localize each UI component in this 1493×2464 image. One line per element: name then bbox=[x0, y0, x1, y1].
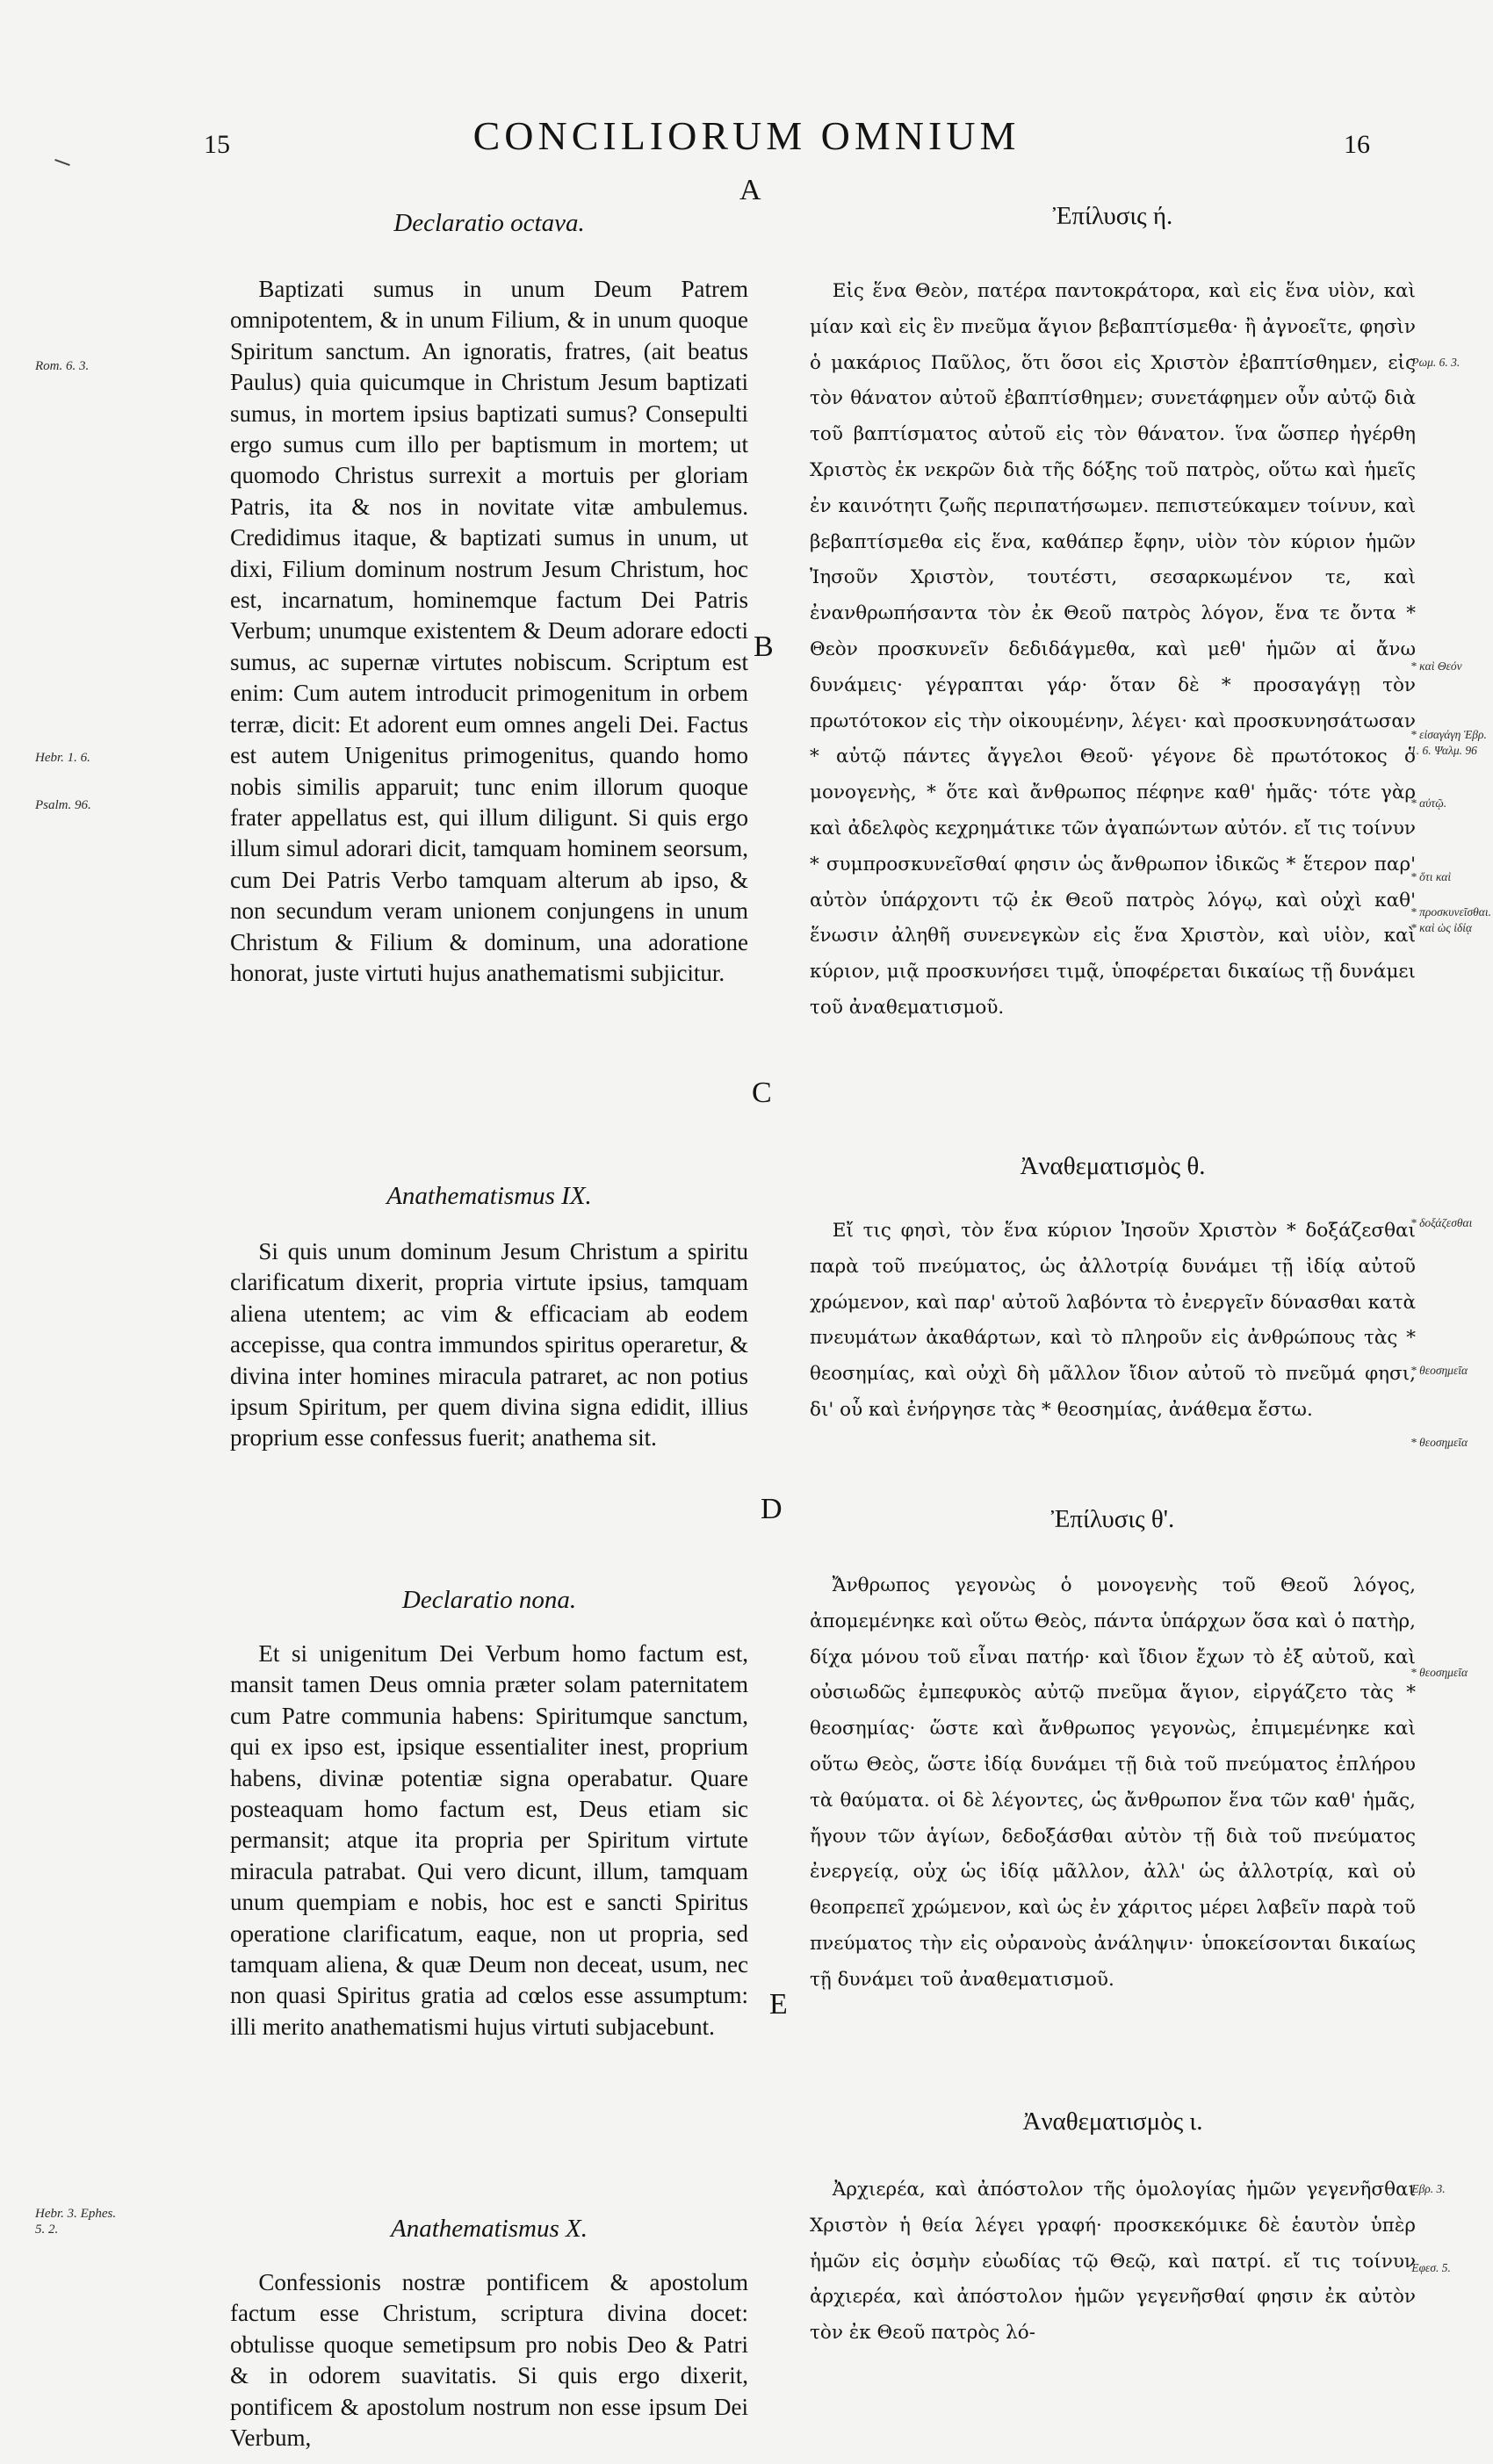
margin-note-theosemeia-3: * θεοσημεῖα bbox=[1410, 1666, 1468, 1679]
section-marker-b: B bbox=[754, 630, 774, 663]
latin-paragraph-4: Confessionis nostræ pontificem & apostolum factum esse Christum, scriptura divina docet: obtulisse quoque semetipsum pro nobis Deo & Patri & in odorem suavitatis. Si quis ergo dixerit, pontificem & apostolum nostrum non esse ipsum Dei Verbum, bbox=[230, 2269, 748, 2452]
greek-paragraph-2: Εἴ τις φησὶ, τὸν ἕνα κύριον Ἰησοῦν Χριστὸν * δοξάζεσθαι παρὰ τοῦ πνεύματος, ὡς ἀλλοτρίᾳ δυνάμει τῇ ἰδίᾳ αὐτοῦ χρώμενον, καὶ παρ' αὐτοῦ λαβόντα τὸ ἐνεργεῖν δύνασθαι κατὰ πνευμάτων ἀκαθάρτων, καὶ τὸ πληροῦν εἰς ἀνθρώπους τὰς * θεοσημίας, καὶ οὐχὶ δὴ μᾶλλον ἴδιον αὐτοῦ τὸ πνεῦμά φησι, δι' οὗ καὶ ἐνήργησε τὰς * θεοσημίας, ἀνάθεμα ἔστω. bbox=[810, 1220, 1416, 1421]
greek-heading-anathematismos-9: Ἀναθεματισμὸς θ. bbox=[1020, 1152, 1206, 1180]
greek-paragraph-1: Εἰς ἕνα Θεὸν, πατέρα παντοκράτορα, καὶ εἰς ἕνα υἱὸν, καὶ μίαν καὶ εἰς ἓν πνεῦμα ἅγιον βεβαπτίσμεθα· ἢ ἀγνοεῖτε, φησὶν ὁ μακάριος Παῦλος, ὅτι ὅσοι εἰς Χριστὸν ἐβαπτίσθημεν, εἰς τὸν θάνατον αὐτοῦ ἐβαπτίσθημεν; συνετάφημεν οὖν αὐτῷ διὰ τοῦ βαπτίσματος αὐτοῦ εἰς τὸν θάνατον. ἵνα ὥσπερ ἠγέρθη Χριστὸς ἐκ νεκρῶν διὰ τῆς δόξης τοῦ πατρὸς, οὕτω καὶ ἡμεῖς ἐν καινότητι ζωῆς περιπατήσωμεν. πεπιστεύκαμεν τοίνυν, καὶ βεβαπτίσμεθα εἰς ἕνα, καθάπερ ἔφην, υἱὸν τὸν κύριον ἡμῶν Ἰησοῦν Χριστὸν, τουτέστι, σεσαρκωμένον τε, καὶ ἐνανθρωπήσαντα τὸν ἐκ Θεοῦ πατρὸς λόγον, ἕνα τε ὄντα * Θεὸν προσκυνεῖν δεδιδάγμεθα, καὶ μεθ' ἡμῶν αἱ ἄνω δυνάμεις· γέγραπται γάρ· ὅταν δὲ * προσαγάγῃ τὸν πρωτότοκον εἰς τὴν οἰκουμένην, λέγει· καὶ προσκυνησάτωσαν * αὐτῷ πάντες ἄγγελοι Θεοῦ· γέγονε δὲ πρωτότοκος ὁ μονογενὴς, * ὅτε καὶ ἄνθρωπος πέφηνε καθ' ἡμᾶς· τότε γὰρ καὶ ἀδελφὸς κεχρημάτικε τῶν ἀγαπώντων αὐτόν. εἴ τις τοίνυν * συμπροσκυνεῖσθαί φησιν ὡς ἄνθρωπον ἰδικῶς * ἕτερον παρ' αὐτὸν ὑπάρχοντι τῷ ἐκ Θεοῦ πατρὸς λόγῳ, καὶ οὐχὶ καθ' ἕνωσιν ἀληθῆ συνενεγκὼν εἰς ἕνα Χριστὸν, καὶ υἱὸν, καὶ κύριον, μιᾷ προσκυνήσει τιμᾷ, ὑποφέρεται δικαίως τῇ δυνάμει τοῦ ἀναθεματισμοῦ. bbox=[810, 280, 1416, 1019]
latin-paragraph-2: Si quis unum dominum Jesum Christum a spiritu clarificatum dixerit, propria virtute ipsius, tamquam aliena utentem; ac vim & efficaciam ab eodem accepisse, qua contra immundos spiritus operaretur, & divina inter homines miracula patraret, ac non potius ipsum Spiritum, per quem divina signa edidit, illius proprium esse confessus fuerit; anathema sit. bbox=[230, 1238, 748, 1452]
greek-heading-anathematismos-10: Ἀναθεματισμὸς ι. bbox=[1022, 2107, 1203, 2136]
margin-note-theon: * καὶ Θεόν bbox=[1410, 659, 1462, 673]
greek-paragraph-3: Ἄνθρωπος γεγονὼς ὁ μονογενὴς τοῦ Θεοῦ λόγος, ἀπομεμένηκε καὶ οὕτω Θεὸς, πάντα ὑπάρχων ὅσα καὶ ὁ πατὴρ, δίχα μόνου τοῦ εἶναι πατήρ· καὶ ἴδιον ἔχων τὸ ἐξ αὐτοῦ, καὶ οὐσιωδῶς ἐμπεφυκὸς αὐτῷ πνεῦμα ἅγιον, εἰργάζετο τὰς * θεοσημίας· ὥστε καὶ ἄνθρωπος γεγονὼς, ἐπιμεμένηκε καὶ οὕτω Θεὸς, ὥστε ἰδίᾳ δυνάμει τῇ διὰ τοῦ πνεύματος ἐπλήρου τὰ θαύματα. οἱ δὲ λέγοντες, ὡς ἄνθρωπον ἕνα τῶν καθ' ἡμᾶς, ἤγουν τῶν ἁγίων, δεδοξάσθαι αὐτὸν τῇ διὰ τοῦ πνεύματος ἐνεργείᾳ, οὐχ ὡς ἰδίᾳ μᾶλλον, ἀλλ' ὡς ἀλλοτρίᾳ, καὶ οὐ θεοπρεπεῖ χρώμενον, καὶ ὡς ἐν χάριτος μέρει λαβεῖν παρὰ τοῦ πνεύματος τὴν εἰς οὐρανοὺς ἀνάληψιν· ὑποκείσονται δικαίως τῇ δυνάμει τοῦ ἀναθεματισμοῦ. bbox=[810, 1574, 1416, 1991]
running-title: CONCILIORUM OMNIUM bbox=[472, 113, 1021, 158]
section-marker-e: E bbox=[769, 1988, 788, 2021]
margin-note-ephes-greek: Ἐφεσ. 5. bbox=[1410, 2261, 1451, 2274]
page-number-right: 16 bbox=[1344, 130, 1370, 159]
latin-heading-declaratio-nona: Declaratio nona. bbox=[401, 1586, 577, 1614]
margin-note-hebr-1: Hebr. 1. 6. bbox=[35, 751, 90, 765]
greek-paragraph-4: Ἀρχιερέα, καὶ ἀπόστολον τῆς ὁμολογίας ἡμῶν γεγενῆσθαι Χριστὸν ἡ θεία λέγει γραφή· προσκεκόμικε δὲ ἑαυτὸν ὑπὲρ ἡμῶν εἰς ὀσμὴν εὐωδίας τῷ Θεῷ, καὶ πατρί. εἴ τις τοίνυν ἀρχιερέα, καὶ ἀπόστολον ἡμῶν γεγενῆσθαί φησιν ἐκ αὐτὸν τὸν ἐκ Θεοῦ πατρὸς λό- bbox=[810, 2179, 1416, 2345]
margin-note-auto: * αὐτῷ. bbox=[1410, 796, 1447, 810]
latin-paragraph-3: Et si unigenitum Dei Verbum homo factum est, mansit tamen Deus omnia præter solam paternitatem cum Patre communia habens: Spiritumque sanctum, qui ex ipso est, ipsique essentialiter inest, proprium habens, divinæ potentiæ signa operabatur. Quare posteaquam homo factum est, Deus etiam sic permansit; atque ita propria per Spiritum virtute miracula patrabat. Qui vero dicunt, illum, tamquam unum quempiam e nobis, hoc est e sancti Spiritus operatione clarificatum, eaque, non ut propria, sed tamquam aliena, & quæ Deum non deceat, usum, nec non quasi Spiritus gratia ad cœlos esse assumptum: illi merito anathematismi hujus virtuti subjacebunt. bbox=[230, 1640, 748, 2040]
section-marker-a: A bbox=[739, 174, 761, 206]
greek-heading-epilysis-8: Ἐπίλυσις ή. bbox=[1052, 202, 1173, 230]
latin-paragraph-1: Baptizati sumus in unum Deum Patrem omnipotentem, & in unum Filium, & in unum quoque Spiritum sanctum. An ignoratis, fratres, (ait beatus Paulus) quia quicumque in Christum Jesum baptizati sumus, in mortem ipsius baptizati sumus? Consepulti ergo sumus cum illo per baptismum in mortem; ut quomodo Christus surrexit a mortuis per gloriam Patris, ita & nos in novitate vitæ ambulemus. Credidimus itaque, & baptizati sumus in unum, ut dixi, Filium dominum nostrum Jesum Christum, hoc est, incarnatum, hominemque factum Dei Patris Verbum; unumque existentem & Deum adorare edocti sumus, ac supernæ virtutes nobiscum. Scriptum est enim: Cum autem introducit primogenitum in orbem terræ, dicit: Et adorent eum omnes angeli Dei. Factus est autem Unigenitus primogenitus, quando homo nobis similis apparuit; tunc enim illorum quoque frater appellatus est, qui illum diligunt. Si quis ergo illum simul adorari dicit, tamquam hominem seorsum, cum Dei Patris Verbo tamquam alterum ab ipso, & non secundum veram unionem conjungens in unum Christum & Filium & dominum, una adoratione honorat, juste virtuti hujus anathematismi subjicitur. bbox=[230, 276, 748, 986]
latin-heading-anathematismus-10: Anathematismus X. bbox=[391, 2215, 588, 2243]
margin-note-theosemeia-2: * θεοσημεῖα bbox=[1410, 1436, 1468, 1449]
margin-note-hebr-greek: Ἑβρ. 3. bbox=[1410, 2182, 1446, 2195]
margin-note-doxazesthai: * δοξάζεσθαι bbox=[1410, 1216, 1473, 1229]
margin-note-rom: Rom. 6. 3. bbox=[35, 359, 90, 373]
margin-note-rom-greek: Ῥωμ. 6. 3. bbox=[1410, 356, 1461, 369]
margin-note-hebr-3: Hebr. 3. Ephes. 5. 2. bbox=[35, 2207, 117, 2237]
section-marker-d: D bbox=[761, 1493, 783, 1525]
margin-note-eisagage: * εἰσαγάγη Ἑβρ. 1. 6. Ψαλμ. 96 bbox=[1410, 728, 1487, 757]
latin-heading-declaratio-octava: Declaratio octava. bbox=[393, 209, 585, 237]
greek-heading-epilysis-9: Ἐπίλυσις θ'. bbox=[1050, 1505, 1175, 1533]
page-number-left: 15 bbox=[204, 130, 230, 159]
margin-note-theosemeia-1: * θεοσημεῖα bbox=[1410, 1364, 1468, 1377]
section-marker-c: C bbox=[752, 1077, 772, 1109]
margin-note-psalm: Psalm. 96. bbox=[35, 798, 91, 812]
margin-note-hoti: * ὅτι καὶ bbox=[1410, 870, 1452, 883]
margin-note-proskyneisthai: * προσκυνεῖσθαι. * καὶ ὡς ἰδίᾳ bbox=[1410, 905, 1492, 934]
stray-mark bbox=[54, 159, 70, 166]
latin-heading-anathematismus-9: Anathematismus IX. bbox=[386, 1182, 592, 1210]
